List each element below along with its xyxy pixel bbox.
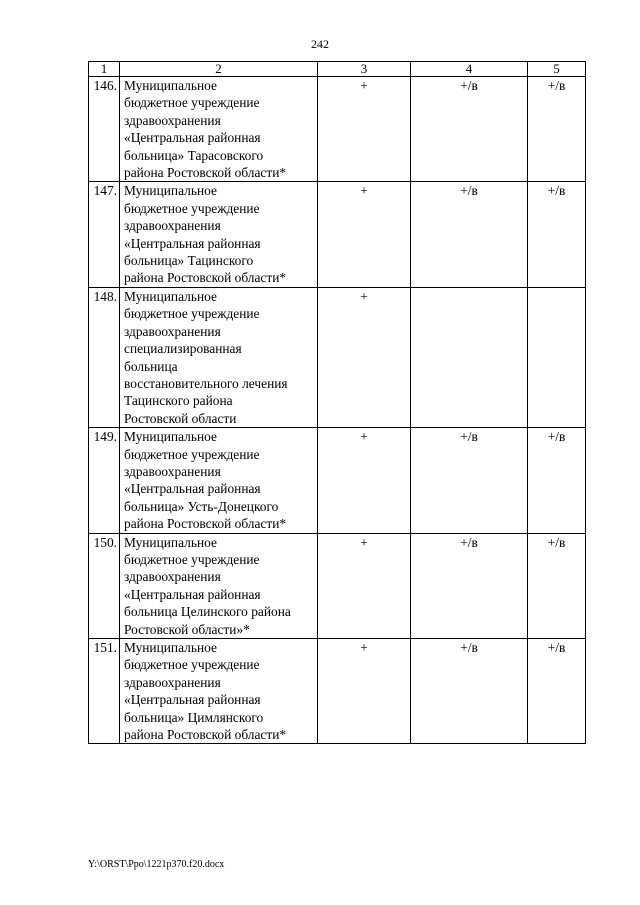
table-body bbox=[89, 77, 586, 744]
institution-name-line: Ростовской области»* bbox=[124, 621, 250, 637]
column-header: 4 bbox=[411, 62, 528, 77]
institution-name-line: Муниципальное bbox=[124, 640, 217, 655]
institution-name-line: бюджетное учреждение bbox=[124, 551, 260, 567]
institution-name-line: здравоохранения bbox=[124, 674, 221, 690]
table-row bbox=[89, 287, 586, 427]
institution-name-line: больница bbox=[124, 358, 178, 374]
institution-name-line: Тацинского района bbox=[124, 393, 233, 409]
column-header: 3 bbox=[318, 62, 411, 77]
cell-col4: +/в bbox=[411, 639, 528, 744]
institution-name-line: «Центральная районная bbox=[124, 130, 261, 146]
cell-col3: + bbox=[318, 182, 411, 287]
cell-col4: +/в bbox=[411, 533, 528, 638]
institution-name bbox=[120, 77, 318, 182]
row-number: 148. bbox=[89, 287, 120, 427]
institution-name-line: здравоохранения bbox=[124, 569, 221, 585]
table-header-row bbox=[89, 62, 586, 77]
institution-name-line: Муниципальное bbox=[124, 534, 217, 550]
cell-col4: +/в bbox=[411, 77, 528, 182]
institution-name-line: восстановительного лечения bbox=[124, 375, 288, 391]
cell-col5: +/в bbox=[528, 77, 586, 182]
institution-name-line: района Ростовской области* bbox=[124, 165, 287, 181]
institution-name-line: здравоохранения bbox=[124, 218, 221, 234]
institution-name-line: Муниципальное bbox=[124, 183, 217, 199]
table-row bbox=[89, 182, 586, 287]
institution-name-line: больница» Усть-Донецкого bbox=[124, 498, 279, 514]
institution-name-line: здравоохранения bbox=[124, 463, 221, 479]
institution-name-line: Муниципальное bbox=[124, 78, 217, 93]
row-number: 147. bbox=[89, 182, 120, 287]
institution-name-line: здравоохранения bbox=[124, 323, 221, 339]
cell-col4 bbox=[411, 287, 528, 427]
column-header: 1 bbox=[89, 62, 120, 77]
cell-col4: +/в bbox=[411, 182, 528, 287]
institution-name-line: Муниципальное bbox=[124, 288, 217, 304]
institution-name-line: бюджетное учреждение bbox=[124, 200, 260, 216]
institution-name bbox=[120, 428, 318, 533]
cell-col3: + bbox=[318, 639, 411, 744]
institution-name-line: больница Целинского района bbox=[124, 604, 291, 620]
institution-name bbox=[120, 639, 318, 744]
institution-name-line: больница» Тацинского bbox=[124, 253, 254, 269]
institution-name-line: больница» Цимлянского bbox=[124, 709, 264, 725]
column-header: 2 bbox=[120, 62, 318, 77]
cell-col5: +/в bbox=[528, 428, 586, 533]
cell-col5: +/в bbox=[528, 639, 586, 744]
cell-col5: +/в bbox=[528, 182, 586, 287]
row-number: 149. bbox=[89, 428, 120, 533]
cell-col5 bbox=[528, 287, 586, 427]
institution-name bbox=[120, 287, 318, 427]
institution-name bbox=[120, 182, 318, 287]
institution-name-line: бюджетное учреждение bbox=[124, 657, 260, 673]
institution-name-line: «Центральная районная bbox=[124, 692, 261, 708]
institution-name-line: «Центральная районная bbox=[124, 586, 261, 602]
page-number: 242 bbox=[311, 37, 329, 51]
institution-name-line: Муниципальное bbox=[124, 429, 217, 445]
cell-col3: + bbox=[318, 77, 411, 182]
cell-col4: +/в bbox=[411, 428, 528, 533]
row-number: 151. bbox=[89, 639, 120, 744]
cell-col3: + bbox=[318, 287, 411, 427]
institution-name-line: бюджетное учреждение bbox=[124, 95, 260, 111]
cell-col3: + bbox=[318, 428, 411, 533]
cell-col5: +/в bbox=[528, 533, 586, 638]
institution-name-line: специализированная bbox=[124, 341, 242, 357]
institution-name-line: района Ростовской области* bbox=[124, 270, 287, 286]
institution-name bbox=[120, 533, 318, 638]
institution-name-line: бюджетное учреждение bbox=[124, 306, 260, 322]
institution-name-line: района Ростовской области* bbox=[124, 516, 287, 532]
row-number: 146. bbox=[89, 77, 120, 182]
table-row bbox=[89, 639, 586, 744]
table-row bbox=[89, 428, 586, 533]
institution-name-line: «Центральная районная bbox=[124, 235, 261, 251]
table-row bbox=[89, 533, 586, 638]
footer-file-path: Y:\ORST\Ppo\1221p370.f20.docx bbox=[88, 859, 225, 870]
institution-name-line: района Ростовской области* bbox=[124, 727, 287, 743]
column-header: 5 bbox=[528, 62, 586, 77]
institution-name-line: «Центральная районная bbox=[124, 481, 261, 497]
institution-name-line: бюджетное учреждение bbox=[124, 446, 260, 462]
cell-col3: + bbox=[318, 533, 411, 638]
institution-name-line: Ростовской области bbox=[124, 410, 237, 426]
institution-name-line: здравоохранения bbox=[124, 112, 221, 128]
table-row bbox=[89, 77, 586, 182]
institution-name-line: больница» Тарасовского bbox=[124, 147, 264, 163]
row-number: 150. bbox=[89, 533, 120, 638]
institutions-table bbox=[88, 61, 586, 744]
